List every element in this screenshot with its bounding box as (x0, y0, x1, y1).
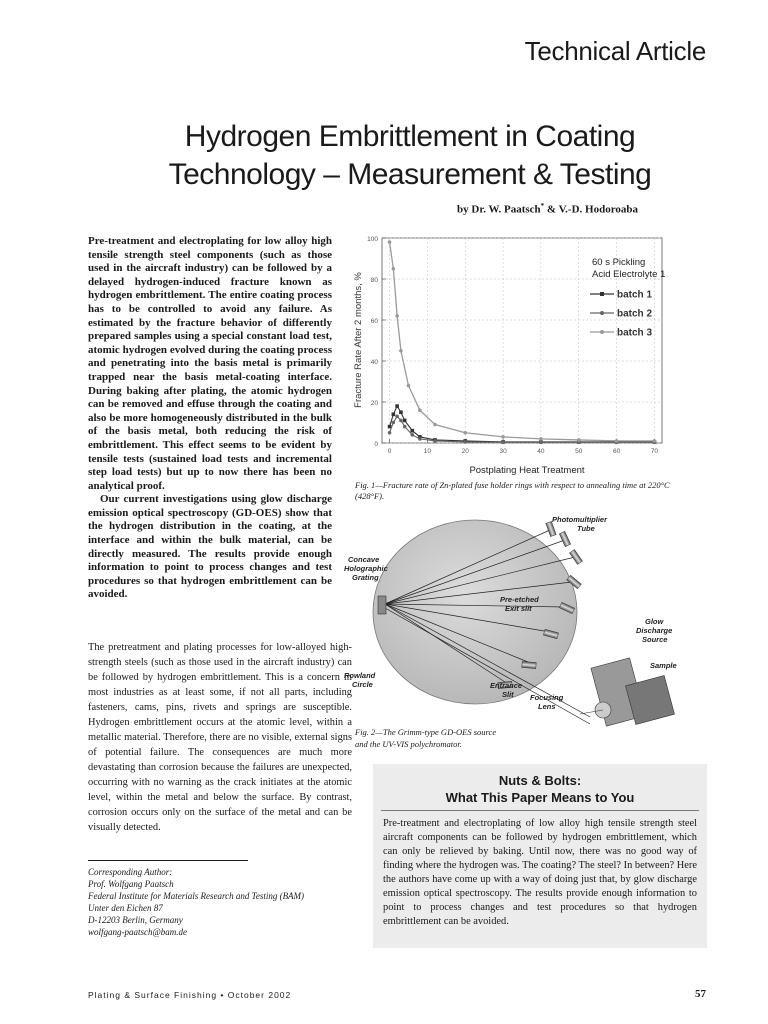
chart-legend (590, 290, 652, 339)
y-tick-label: 60 (370, 318, 378, 325)
sidebar-body: Pre-treatment and electroplating of low alloy high tensile strength steel aircraft components can be followed by hydrogen embrittlement, which can only be relieved by baking. Until now, there was no good way of finding where the hydrogen was. The coating? The steel? In between? Here the authors have come up with a way of doing just that, by glow discharge emission optical spectroscopy. The results provide enough information to point to process changes and test procedures so that hydrogen embrittlement can be avoided. (383, 818, 697, 927)
label-glow-1: Glow (645, 617, 664, 626)
x-tick-label: 60 (612, 448, 621, 455)
figure-1-caption: Fig. 1—Fracture rate of Zn-plated fuse holder rings with respect to annealing time at 220°C (428°F). (355, 480, 670, 501)
y-tick-label: 100 (367, 236, 378, 243)
x-tick-label: 40 (537, 448, 545, 455)
legend-label: batch 1 (617, 289, 653, 301)
data-point (463, 440, 467, 444)
author-city: D-12203 Berlin, Germany (88, 915, 183, 925)
title-line-1: Hydrogen Embrittlement in Coating (184, 120, 636, 153)
author-name: Prof. Wolfgang Paatsch (88, 879, 174, 889)
sidebar-title-line-1: Nuts & Bolts: (498, 773, 582, 788)
author-institute: Federal Institute for Materials Research and Testing (BAM) (88, 891, 305, 901)
label-sample: Sample (650, 661, 677, 670)
label-lens-1: Focusing (530, 693, 564, 702)
data-point (399, 410, 403, 414)
data-point (418, 408, 422, 412)
data-point (539, 437, 543, 441)
author-label: Corresponding Author: (88, 867, 173, 877)
legend-title-line-1: 60 s Pickling (592, 257, 646, 268)
rowland-circle-disc (373, 520, 577, 704)
legend-label: batch 3 (617, 327, 653, 339)
data-point (410, 433, 414, 437)
x-tick-label: 10 (423, 448, 432, 455)
sidebar-divider (381, 810, 699, 811)
journal-footer: Plating & Surface Finishing • October 2002 (88, 990, 292, 1000)
data-point (501, 435, 505, 439)
sidebar-title-line-2: What This Paper Means to You (445, 790, 635, 805)
figure-2-caption-line-2: and the UV-VIS polychromator. (355, 739, 462, 749)
legend-label: batch 2 (617, 308, 653, 320)
label-grating-2: Holographic (344, 564, 388, 573)
y-axis-label: Fracture Rate After 2 months, % (353, 272, 364, 408)
data-point (410, 429, 414, 433)
label-entrance-2: Slit (502, 690, 514, 699)
article-title (90, 118, 730, 194)
body-text (88, 640, 352, 835)
figure-2-caption (355, 726, 555, 750)
x-tick-label: 70 (650, 448, 659, 455)
author-street: Unter den Eichen 87 (88, 903, 163, 913)
data-point (395, 314, 399, 318)
byline-author-1: by Dr. W. Paatsch (457, 203, 541, 216)
data-point (463, 431, 467, 435)
legend-marker (600, 292, 604, 296)
author-email[interactable]: wolfgang-paatsch@bam.de (88, 927, 188, 937)
label-glow-3: Source (642, 635, 668, 644)
label-grating-3: Grating (352, 573, 379, 582)
y-tick-label: 40 (370, 359, 378, 366)
data-point (501, 441, 505, 445)
figure-2-caption-line-1: Fig. 2—The Grimm-type GD-OES source (355, 727, 497, 737)
data-point (399, 349, 403, 353)
label-pmt-2: Tube (577, 524, 595, 533)
label-exit-1: Pre-etched (500, 595, 539, 604)
data-point (433, 423, 437, 427)
figure-1-chart (352, 230, 682, 480)
x-tick-label: 50 (575, 448, 583, 455)
data-point (388, 431, 392, 435)
page-number: 57 (695, 988, 706, 1000)
sidebar-box (373, 764, 707, 948)
section-label: Technical Article (524, 36, 706, 66)
byline-author-2: & V.-D. Hodoroaba (544, 203, 638, 216)
label-entrance-1: Entrance (490, 681, 523, 690)
author-divider (88, 860, 248, 861)
y-tick-label: 20 (370, 400, 378, 407)
byline (457, 202, 638, 216)
data-point (399, 419, 403, 423)
corresponding-author (88, 866, 368, 938)
label-grating-1: Concave (348, 555, 380, 564)
x-tick-label: 30 (499, 448, 507, 455)
data-point (395, 404, 399, 408)
legend-marker (600, 330, 604, 334)
label-pmt-1: Photomultiplier (552, 515, 607, 524)
data-point (418, 437, 422, 441)
data-point (615, 439, 619, 443)
data-point (392, 421, 396, 425)
label-lens-2: Lens (538, 702, 556, 711)
figure-2-diagram (340, 512, 700, 734)
label-rowland-1: Rowland (344, 671, 376, 680)
abstract-paragraph-1: Pre-treatment and electroplating for low alloy high tensile strength steel components (such as those used in the aircraft industry) can be followed by a delayed hydrogen-induced fracture known as hydrogen embrittlement. The entire coating process has to be controlled to avoid any failure. As estimated by the fracture behavior of differently prepared samples using a special constant load test, atomic hydrogen evolved during the coating process and penetrating into the basis metal is primarily trapped near the basis metal-coating interface. During baking after plating, the atomic hydrogen can be removed and effuse through the coating and also be more homogeneously distributed in the bulk of the basis metal, both reducing the risk of embrittlement. This effect seems to be evident by tensile tests (sustained load tests and incremental step load tests) but up to now there has been no analytical proof. (88, 235, 332, 492)
data-point (392, 267, 396, 271)
abstract (88, 235, 332, 602)
data-point (403, 425, 407, 429)
data-point (577, 438, 581, 442)
legend-marker (600, 311, 604, 315)
series-line-batch-1 (390, 406, 655, 442)
label-exit-2: Exit slit (505, 604, 532, 613)
x-axis-label: Postplating Heat Treatment (469, 465, 585, 476)
label-rowland-2: Circle (352, 680, 373, 689)
sidebar-title (373, 772, 707, 806)
abstract-paragraph-2: Our current investigations using glow discharge emission optical spectroscopy (GD-OES) show that the hydrogen distribution in the coating, at the interface and within the bulk material, can be directly measured. The results provide enough information to point to process changes and test procedures so that hydrogen embrittlement can be avoided. (88, 493, 332, 601)
y-tick-label: 80 (370, 277, 378, 284)
x-tick-label: 0 (387, 448, 392, 455)
label-glow-2: Discharge (636, 626, 673, 635)
data-point (407, 384, 411, 388)
data-point (433, 439, 437, 443)
concave-grating (378, 596, 386, 614)
body-paragraph-1: The pretreatment and plating processes for low-alloyed high-strength steels (such as those used in the aircraft industry) can be followed by hydrogen embrittlement. This is a concern in most industries as at least some, if not all parts, including fasteners, cams, pins, rivets and springs are susceptible. Hydrogen embrittlement occurs at the atomic level, within a metallic material. Therefore, there are no visible, external signs of potential failure. The consequences are much more devastating than corrosion because the failures are unexpected, occurring with no warning as the crack initiates at the atomic level, within the metal and below the surface. By contrast, corrosion occurs only on the surface of the metal and can be visually detected. (88, 642, 352, 833)
data-point (388, 240, 392, 244)
y-tick-label: 0 (374, 441, 378, 448)
data-point (392, 413, 396, 417)
data-point (403, 419, 407, 423)
data-point (539, 441, 543, 445)
data-point (653, 439, 657, 443)
title-line-2: Technology – Measurement & Testing (168, 158, 652, 191)
x-tick-label: 20 (461, 448, 469, 455)
data-point (395, 415, 399, 419)
byline-footnote-mark: * (540, 202, 545, 210)
legend-title-line-2: Acid Electrolyte 1 (592, 269, 666, 280)
